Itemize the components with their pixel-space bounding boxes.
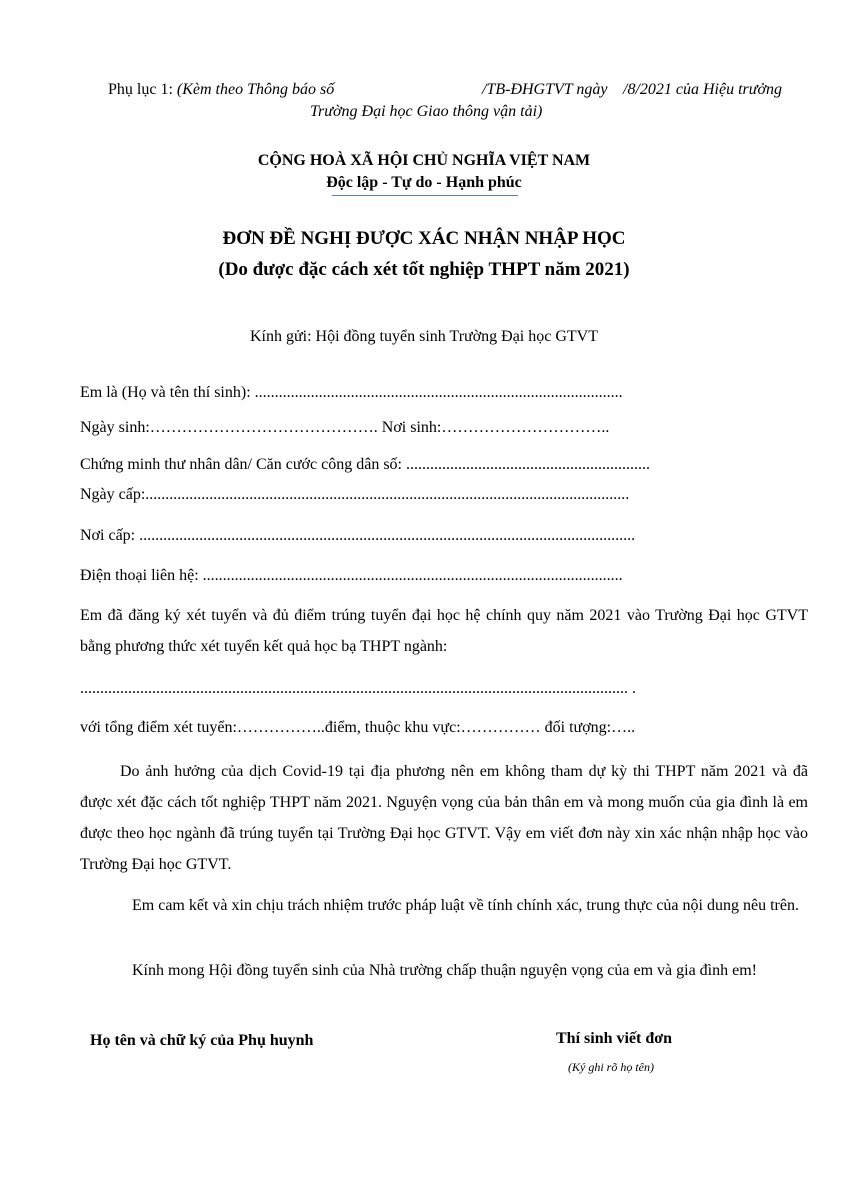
field-issue-place: Nơi cấp: ............................................................................................................................ [80, 527, 636, 544]
paragraph-commitment: Em cam kết và xin chịu trách nhiệm trước pháp luật về tính chính xác, trung thực của nội dung nêu trên. [132, 897, 799, 914]
nation-heading: CỘNG HOÀ XÃ HỘI CHỦ NGHĨA VIỆT NAM [257, 152, 591, 169]
field-name: Em là (Họ và tên thí sinh): ............................................................................................ [80, 384, 623, 401]
appendix-ref-c: /8/2021 của Hiệu trưởng [623, 81, 783, 98]
field-issue-date: Ngày cấp:......................................................................................................................... [80, 486, 630, 503]
parent-signature-label: Họ tên và chữ ký của Phụ huynh [90, 1032, 314, 1049]
field-phone: Điện thoại liên hệ: ......................................................................................................... [80, 567, 623, 584]
motto: Độc lập - Tự do - Hạnh phúc [326, 174, 522, 191]
field-dob: Ngày sinh:……………………………………. Nơi sinh:………………………….. [80, 419, 610, 436]
appendix-label: Phụ lục 1: [108, 81, 173, 98]
appendix-ref-a: (Kèm theo Thông báo số [176, 81, 335, 98]
candidate-signature-label: Thí sinh viết đơn [556, 1030, 673, 1047]
field-registration: Em đã đăng ký xét tuyển và đủ điểm trúng tuyển đại học hệ chính quy năm 2021 vào Trường Đại học GTVT bằng phương thức xét tuyển kết quả học bạ THPT ngành: [80, 607, 808, 655]
appendix-ref-b: /TB-ĐHGTVT ngày [482, 81, 608, 98]
candidate-signature-note: (Ký ghi rõ họ tên) [568, 1060, 654, 1074]
appendix-line [108, 80, 334, 100]
paragraph-request: Kính mong Hội đồng tuyển sinh của Nhà trường chấp thuận nguyện vọng của em và gia đình em! [132, 962, 757, 979]
paragraph-covid: Do ảnh hưởng của dịch Covid-19 tại địa phương nên em không tham dự kỳ thi THPT năm 2021 và đã được xét đặc cách tốt nghiệp THPT năm 2021. Nguyện vọng của bản thân em và mong muốn của gia đình là em được theo học ngành đã trúng tuyển tại Trường Đại học GTVT. Vậy em viết đơn này xin xác nhận nhập học vào Trường Đại học GTVT. [80, 763, 808, 873]
motto-underline [332, 195, 518, 196]
field-id: Chứng minh thư nhân dân/ Căn cước công dân số: ............................................................. [80, 456, 650, 473]
recipient: Kính gửi: Hội đồng tuyển sinh Trường Đại học GTVT [249, 328, 599, 345]
appendix-ref-line2: Trường Đại học Giao thông vận tải) [310, 103, 543, 120]
field-major-blank: ......................................................................................................................................... . [80, 680, 636, 697]
field-score: với tổng điểm xét tuyển:……………..điểm, thuộc khu vực:…………… đối tượng:….. [80, 719, 636, 736]
document-subtitle: (Do được đặc cách xét tốt nghiệp THPT năm 2021) [218, 259, 630, 280]
document-title: ĐƠN ĐỀ NGHỊ ĐƯỢC XÁC NHẬN NHẬP HỌC [222, 228, 626, 249]
